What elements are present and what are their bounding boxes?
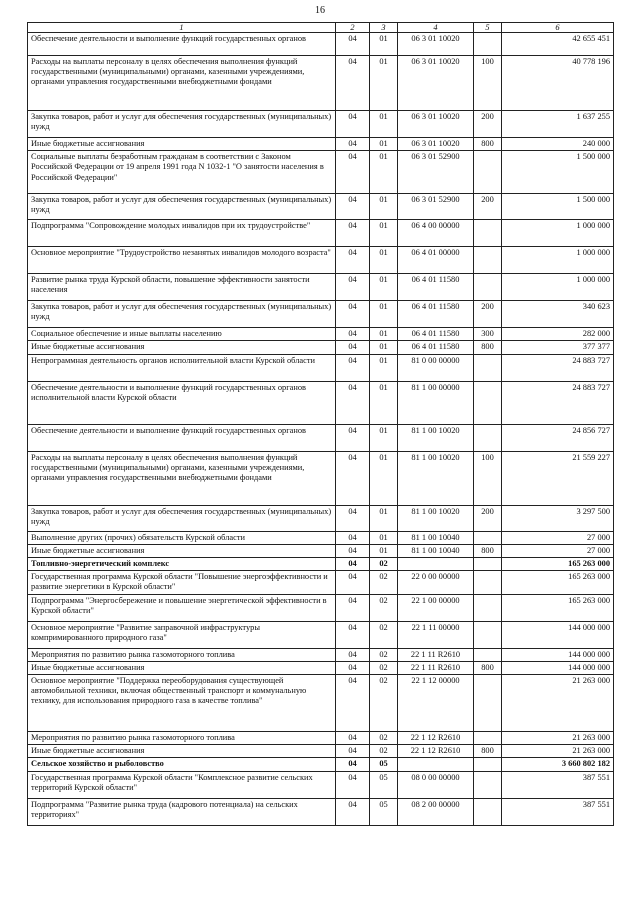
row-amount: 40 778 196 [502,56,614,111]
row-amount: 27 000 [502,531,614,544]
row-target-article: 06 4 01 11580 [398,274,474,301]
row-amount: 377 377 [502,341,614,354]
row-expense-type: 800 [474,661,502,674]
row-subsection: 01 [370,328,398,341]
row-section: 04 [336,247,370,274]
table-row [28,151,614,194]
row-name: Мероприятия по развитию рынка газомоторного топлива [28,648,336,661]
row-expense-type [474,675,502,732]
row-subsection: 01 [370,56,398,111]
table-row [28,328,614,341]
row-expense-type [474,571,502,594]
row-section: 04 [336,451,370,505]
row-subsection: 01 [370,151,398,194]
row-section: 04 [336,745,370,758]
row-name: Социальное обеспечение и иные выплаты населению [28,328,336,341]
row-section: 04 [336,424,370,451]
row-amount: 282 000 [502,328,614,341]
row-name: Основное мероприятие "Трудоустройство незанятых инвалидов молодого возраста" [28,247,336,274]
row-amount: 27 000 [502,544,614,557]
table-row [28,341,614,354]
row-section: 04 [336,661,370,674]
table-row [28,544,614,557]
row-name: Социальные выплаты безработным гражданам в соответствии с Законом Российской Федерации от 19 апреля 1991 года N 1032-1 "О занятости населения в Российской Федерации" [28,151,336,194]
row-section: 04 [336,33,370,56]
budget-table [27,22,614,826]
table-row [28,798,614,825]
row-amount: 1 500 000 [502,194,614,220]
row-expense-type [474,771,502,798]
row-target-article: 06 3 01 52900 [398,151,474,194]
row-expense-type [474,274,502,301]
row-amount: 3 297 500 [502,505,614,531]
table-row [28,758,614,771]
row-amount: 1 000 000 [502,220,614,247]
table-row [28,247,614,274]
table-header-row [28,23,614,33]
row-amount: 1 000 000 [502,274,614,301]
row-name: Государственная программа Курской области "Повышение энергоэффективности и развитие энергетики в Курской области" [28,571,336,594]
row-expense-type: 200 [474,505,502,531]
row-expense-type: 300 [474,328,502,341]
table-row [28,571,614,594]
table-row [28,558,614,571]
table-row [28,274,614,301]
row-subsection: 02 [370,675,398,732]
row-section: 04 [336,341,370,354]
row-name: Подпрограмма "Сопровождение молодых инвалидов при их трудоустройстве" [28,220,336,247]
header-col-1: 1 [28,23,336,33]
row-expense-type [474,621,502,648]
row-amount: 1 000 000 [502,247,614,274]
row-expense-type [474,558,502,571]
row-expense-type: 800 [474,138,502,151]
row-target-article: 22 1 12 R2610 [398,732,474,745]
row-amount: 144 000 000 [502,661,614,674]
table-row [28,661,614,674]
row-target-article: 06 3 01 10020 [398,33,474,56]
row-name: Расходы на выплаты персоналу в целях обеспечения выполнения функций государственными (муниципальными) органами, казенными учреждениями, органами управления государственными внебюджетными фондами [28,451,336,505]
row-subsection: 01 [370,354,398,381]
row-name: Топливно-энергетический комплекс [28,558,336,571]
row-section: 04 [336,505,370,531]
row-subsection: 01 [370,531,398,544]
row-section: 04 [336,220,370,247]
row-section: 04 [336,798,370,825]
row-amount: 387 551 [502,798,614,825]
row-amount: 21 263 000 [502,745,614,758]
row-section: 04 [336,531,370,544]
row-expense-type: 800 [474,341,502,354]
row-target-article: 22 1 00 00000 [398,594,474,621]
row-amount: 240 000 [502,138,614,151]
header-col-4: 4 [398,23,474,33]
row-section: 04 [336,381,370,424]
row-name: Основное мероприятие "Поддержка переоборудования существующей автомобильной техники, включая общественный транспорт и коммунальную технику, для использования природного газа в качестве топлива" [28,675,336,732]
row-subsection: 02 [370,558,398,571]
row-target-article: 81 1 00 10040 [398,544,474,557]
row-subsection: 02 [370,745,398,758]
row-section: 04 [336,571,370,594]
row-target-article: 06 3 01 10020 [398,56,474,111]
row-subsection: 01 [370,194,398,220]
table-row [28,675,614,732]
row-subsection: 05 [370,798,398,825]
row-section: 04 [336,301,370,328]
row-amount: 340 623 [502,301,614,328]
row-name: Обеспечение деятельности и выполнение функций государственных органов исполнительной власти Курской области [28,381,336,424]
row-target-article: 06 4 01 11580 [398,328,474,341]
row-name: Сельское хозяйство и рыболовство [28,758,336,771]
row-expense-type: 800 [474,544,502,557]
row-subsection: 01 [370,505,398,531]
row-target-article: 22 0 00 00000 [398,571,474,594]
row-section: 04 [336,138,370,151]
row-subsection: 02 [370,571,398,594]
row-target-article: 22 1 11 R2610 [398,661,474,674]
table-row [28,354,614,381]
row-expense-type [474,247,502,274]
header-col-5: 5 [474,23,502,33]
row-subsection: 01 [370,274,398,301]
row-expense-type: 100 [474,56,502,111]
row-name: Основное мероприятие "Развитие заправочной инфраструктуры компримированного природного газа" [28,621,336,648]
row-target-article: 81 1 00 10020 [398,424,474,451]
table-row [28,505,614,531]
row-name: Иные бюджетные ассигнования [28,138,336,151]
table-row [28,138,614,151]
row-amount: 24 856 727 [502,424,614,451]
row-subsection: 01 [370,424,398,451]
header-col-2: 2 [336,23,370,33]
table-row [28,531,614,544]
row-name: Иные бюджетные ассигнования [28,745,336,758]
row-section: 04 [336,621,370,648]
row-subsection: 01 [370,301,398,328]
row-section: 04 [336,151,370,194]
row-name: Расходы на выплаты персоналу в целях обеспечения выполнения функций государственными (муниципальными) органами, казенными учреждениями, органами управления государственными внебюджетными фондами [28,56,336,111]
row-expense-type [474,220,502,247]
row-expense-type [474,354,502,381]
row-name: Подпрограмма "Энергосбережение и повышение энергетической эффективности в Курской области" [28,594,336,621]
row-amount: 165 263 000 [502,594,614,621]
row-section: 04 [336,648,370,661]
row-subsection: 02 [370,648,398,661]
row-expense-type: 200 [474,301,502,328]
row-subsection: 02 [370,661,398,674]
table-row [28,111,614,138]
table-row [28,621,614,648]
table-body [28,33,614,826]
row-target-article: 06 4 01 11580 [398,301,474,328]
row-target-article: 06 3 01 10020 [398,111,474,138]
row-expense-type [474,381,502,424]
row-subsection: 01 [370,220,398,247]
row-name: Государственная программа Курской области "Комплексное развитие сельских территорий Курской области" [28,771,336,798]
row-section: 04 [336,771,370,798]
row-name: Подпрограмма "Развитие рынка труда (кадрового потенциала) на сельских территориях" [28,798,336,825]
row-expense-type: 200 [474,194,502,220]
row-amount: 144 000 000 [502,648,614,661]
page-number: 16 [315,5,325,16]
row-target-article: 06 3 01 52900 [398,194,474,220]
row-section: 04 [336,354,370,381]
row-subsection: 01 [370,451,398,505]
row-section: 04 [336,194,370,220]
row-subsection: 02 [370,732,398,745]
row-expense-type: 200 [474,111,502,138]
row-section: 04 [336,544,370,557]
row-expense-type [474,732,502,745]
row-target-article: 08 2 00 00000 [398,798,474,825]
row-amount: 21 263 000 [502,732,614,745]
row-amount: 24 883 727 [502,354,614,381]
table-row [28,381,614,424]
row-name: Обеспечение деятельности и выполнение функций государственных органов [28,33,336,56]
row-target-article [398,558,474,571]
row-target-article: 06 4 00 00000 [398,220,474,247]
row-name: Обеспечение деятельности и выполнение функций государственных органов [28,424,336,451]
row-expense-type [474,531,502,544]
row-expense-type [474,798,502,825]
row-amount: 144 000 000 [502,621,614,648]
table-row [28,220,614,247]
row-name: Иные бюджетные ассигнования [28,341,336,354]
row-amount: 42 655 451 [502,33,614,56]
row-subsection: 01 [370,341,398,354]
row-subsection: 01 [370,33,398,56]
row-target-article: 81 0 00 00000 [398,354,474,381]
row-subsection: 01 [370,381,398,424]
table-row [28,732,614,745]
row-expense-type [474,424,502,451]
row-target-article: 08 0 00 00000 [398,771,474,798]
row-expense-type: 100 [474,451,502,505]
row-name: Развитие рынка труда Курской области, повышение эффективности занятости населения [28,274,336,301]
row-subsection: 02 [370,594,398,621]
table-row [28,648,614,661]
row-amount: 24 883 727 [502,381,614,424]
row-section: 04 [336,274,370,301]
row-amount: 21 559 227 [502,451,614,505]
row-subsection: 01 [370,544,398,557]
row-target-article: 81 1 00 10020 [398,451,474,505]
table-row [28,301,614,328]
row-target-article: 22 1 11 R2610 [398,648,474,661]
row-expense-type [474,648,502,661]
row-section: 04 [336,56,370,111]
table-row [28,451,614,505]
row-expense-type: 800 [474,745,502,758]
row-name: Иные бюджетные ассигнования [28,661,336,674]
row-amount: 1 500 000 [502,151,614,194]
row-amount: 387 551 [502,771,614,798]
row-target-article: 22 1 12 00000 [398,675,474,732]
row-subsection: 01 [370,111,398,138]
row-target-article: 81 1 00 10040 [398,531,474,544]
table-row [28,33,614,56]
row-target-article: 81 1 00 10020 [398,505,474,531]
row-name: Иные бюджетные ассигнования [28,544,336,557]
row-amount: 165 263 000 [502,571,614,594]
table-row [28,424,614,451]
header-col-3: 3 [370,23,398,33]
row-amount: 1 637 255 [502,111,614,138]
row-subsection: 01 [370,247,398,274]
row-target-article: 22 1 11 00000 [398,621,474,648]
table-row [28,594,614,621]
row-name: Закупка товаров, работ и услуг для обеспечения государственных (муниципальных) нужд [28,111,336,138]
row-section: 04 [336,732,370,745]
row-expense-type [474,758,502,771]
row-amount: 3 660 802 182 [502,758,614,771]
row-subsection: 05 [370,758,398,771]
row-section: 04 [336,111,370,138]
row-target-article: 22 1 12 R2610 [398,745,474,758]
row-subsection: 01 [370,138,398,151]
row-target-article: 06 3 01 10020 [398,138,474,151]
row-name: Непрограммная деятельность органов исполнительной власти Курской области [28,354,336,381]
row-section: 04 [336,675,370,732]
header-col-6: 6 [502,23,614,33]
table-row [28,745,614,758]
row-target-article: 06 4 01 00000 [398,247,474,274]
row-target-article: 81 1 00 00000 [398,381,474,424]
row-name: Закупка товаров, работ и услуг для обеспечения государственных (муниципальных) нужд [28,301,336,328]
row-name: Закупка товаров, работ и услуг для обеспечения государственных (муниципальных) нужд [28,505,336,531]
row-section: 04 [336,558,370,571]
row-target-article: 06 4 01 11580 [398,341,474,354]
row-section: 04 [336,328,370,341]
row-expense-type [474,33,502,56]
row-amount: 165 263 000 [502,558,614,571]
table-row [28,194,614,220]
row-expense-type [474,594,502,621]
row-section: 04 [336,594,370,621]
row-subsection: 05 [370,771,398,798]
row-expense-type [474,151,502,194]
row-name: Закупка товаров, работ и услуг для обеспечения государственных (муниципальных) нужд [28,194,336,220]
row-section: 04 [336,758,370,771]
table-row [28,771,614,798]
table-row [28,56,614,111]
row-subsection: 02 [370,621,398,648]
row-target-article [398,758,474,771]
row-name: Мероприятия по развитию рынка газомоторного топлива [28,732,336,745]
row-name: Выполнение других (прочих) обязательств Курской области [28,531,336,544]
row-amount: 21 263 000 [502,675,614,732]
